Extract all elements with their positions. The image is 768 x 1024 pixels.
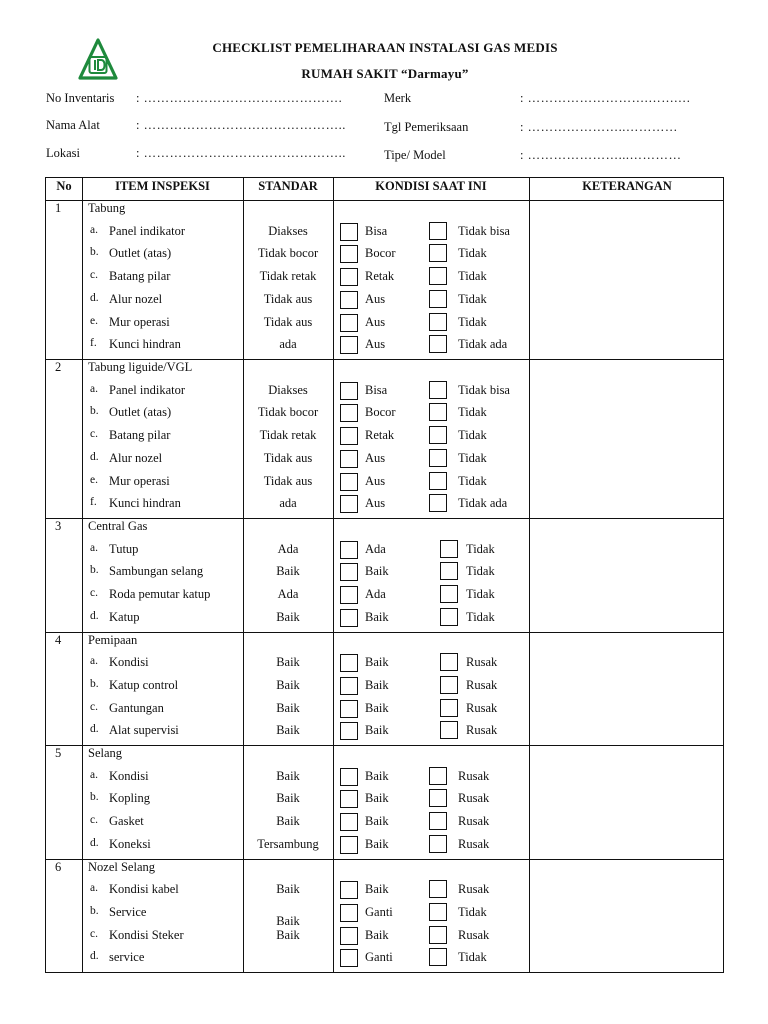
header-divider xyxy=(46,200,723,201)
standard-value: Baik xyxy=(276,914,300,929)
checkbox-option-1[interactable] xyxy=(340,427,358,445)
option-1-label: Baik xyxy=(365,564,389,579)
item-name: Alur nozel xyxy=(109,450,163,465)
option-1-label: Baik xyxy=(365,700,389,715)
item-letter: b. xyxy=(90,677,99,690)
checkbox-option-1[interactable] xyxy=(340,927,358,945)
hospital-logo xyxy=(78,38,118,82)
item-letter: a. xyxy=(90,768,98,781)
standard-value: Baik xyxy=(276,677,300,692)
item-letter: d. xyxy=(90,723,99,736)
checkbox-option-1[interactable] xyxy=(340,563,358,581)
checkbox-option-2[interactable] xyxy=(429,789,447,807)
item-name: Kunci hindran xyxy=(109,337,181,352)
item-letter: a. xyxy=(90,655,98,668)
option-2-label: Tidak xyxy=(458,314,487,329)
standard-value: Baik xyxy=(276,814,300,829)
option-2-label: Tidak xyxy=(458,246,487,261)
checkbox-option-2[interactable] xyxy=(429,222,447,240)
option-1-label: Baik xyxy=(365,882,389,897)
standard-value: Tidak retak xyxy=(259,428,317,443)
checkbox-option-2[interactable] xyxy=(440,699,458,717)
column-divider xyxy=(82,178,83,972)
checkbox-option-2[interactable] xyxy=(429,313,447,331)
column-header-3: KONDISI SAAT INI xyxy=(375,179,487,193)
column-header-0: No xyxy=(56,179,72,193)
item-letter: f. xyxy=(90,496,97,509)
option-2-label: Tidak xyxy=(466,609,495,624)
item-name: Gantungan xyxy=(109,700,164,715)
item-letter: f. xyxy=(90,337,97,350)
item-name: Kondisi xyxy=(109,655,149,670)
option-1-label: Baik xyxy=(365,768,389,783)
standard-value: Baik xyxy=(276,609,300,624)
item-letter: e. xyxy=(90,314,98,327)
option-1-label: Baik xyxy=(365,836,389,851)
standard-value: Baik xyxy=(276,768,300,783)
checkbox-option-1[interactable] xyxy=(340,677,358,695)
field-label-right-2: Tipe/ Model xyxy=(384,148,446,162)
standard-value: Baik xyxy=(276,655,300,670)
item-name: Panel indikator xyxy=(109,223,186,238)
section-title: Tabung xyxy=(88,201,126,215)
checkbox-option-2[interactable] xyxy=(429,880,447,898)
section-title: Central Gas xyxy=(88,519,148,533)
checkbox-option-1[interactable] xyxy=(340,473,358,491)
checkbox-option-2[interactable] xyxy=(429,335,447,353)
checkbox-option-2[interactable] xyxy=(429,948,447,966)
item-letter: a. xyxy=(90,882,98,895)
option-2-label: Rusak xyxy=(458,814,490,829)
checkbox-option-2[interactable] xyxy=(429,812,447,830)
option-2-label: Rusak xyxy=(458,882,490,897)
item-letter: e. xyxy=(90,473,98,486)
option-1-label: Bocor xyxy=(365,246,396,261)
option-2-label: Tidak xyxy=(466,587,495,602)
field-value-left-1[interactable]: : ……………………………………….. xyxy=(136,118,346,132)
section-number: 1 xyxy=(55,201,62,215)
item-name: Kondisi xyxy=(109,768,149,783)
section-divider xyxy=(46,632,723,633)
field-label-left-2: Lokasi xyxy=(46,146,81,160)
field-value-right-2[interactable]: : …………………...………… xyxy=(520,148,682,162)
checkbox-option-2[interactable] xyxy=(429,267,447,285)
option-2-label: Tidak xyxy=(458,269,487,284)
option-1-label: Retak xyxy=(365,269,395,284)
option-2-label: Tidak xyxy=(458,428,487,443)
item-letter: c. xyxy=(90,269,98,282)
option-1-label: Bisa xyxy=(365,382,388,397)
checkbox-option-1[interactable] xyxy=(340,541,358,559)
checkbox-option-2[interactable] xyxy=(429,767,447,785)
item-letter: d. xyxy=(90,291,99,304)
checkbox-option-2[interactable] xyxy=(429,244,447,262)
item-name: Kondisi kabel xyxy=(109,882,179,897)
field-label-right-0: Merk xyxy=(384,91,412,105)
standard-value: ada xyxy=(279,337,297,352)
standard-value: Tidak aus xyxy=(263,314,313,329)
option-2-label: Tidak bisa xyxy=(458,382,510,397)
checkbox-option-1[interactable] xyxy=(340,495,358,513)
standard-value: Tidak retak xyxy=(259,269,317,284)
item-name: Katup control xyxy=(109,677,179,692)
field-label-left-1: Nama Alat xyxy=(46,118,100,132)
option-1-label: Baik xyxy=(365,927,389,942)
field-value-right-0[interactable]: : ……………………….…….… xyxy=(520,91,691,105)
item-letter: c. xyxy=(90,814,98,827)
option-1-label: Aus xyxy=(365,314,386,329)
option-1-label: Baik xyxy=(365,609,389,624)
checkbox-option-1[interactable] xyxy=(340,904,358,922)
option-2-label: Rusak xyxy=(458,927,490,942)
option-2-label: Tidak xyxy=(458,405,487,420)
item-letter: b. xyxy=(90,791,99,804)
column-header-1: ITEM INSPEKSI xyxy=(115,179,210,193)
option-1-label: Ganti xyxy=(365,904,393,919)
option-1-label: Baik xyxy=(365,677,389,692)
option-2-label: Rusak xyxy=(458,768,490,783)
option-1-label: Aus xyxy=(365,450,386,465)
checkbox-option-1[interactable] xyxy=(340,813,358,831)
item-name: Koneksi xyxy=(109,836,151,851)
item-letter: c. xyxy=(90,700,98,713)
option-2-label: Tidak bisa xyxy=(458,223,510,238)
checkbox-option-1[interactable] xyxy=(340,314,358,332)
option-2-label: Rusak xyxy=(466,655,498,670)
checkbox-option-2[interactable] xyxy=(440,653,458,671)
standard-value: Tidak bocor xyxy=(257,405,319,420)
checkbox-option-1[interactable] xyxy=(340,382,358,400)
option-1-label: Ada xyxy=(365,587,386,602)
option-2-label: Tidak xyxy=(458,450,487,465)
checkbox-option-2[interactable] xyxy=(429,290,447,308)
option-2-label: Tidak xyxy=(458,473,487,488)
item-name: service xyxy=(109,950,145,965)
section-number: 2 xyxy=(55,360,62,374)
standard-value: Baik xyxy=(276,700,300,715)
checkbox-option-1[interactable] xyxy=(340,722,358,740)
standard-value: Baik xyxy=(276,927,300,942)
hospital-name: RUMAH SAKIT “Darmayu” xyxy=(301,66,469,81)
item-name: Tutup xyxy=(109,541,139,556)
item-name: Outlet (atas) xyxy=(109,246,172,261)
section-title: Nozel Selang xyxy=(88,859,155,874)
column-divider xyxy=(333,178,334,972)
item-name: Kunci hindran xyxy=(109,496,181,511)
item-name: Sambungan selang xyxy=(109,564,204,579)
standard-value: Tidak aus xyxy=(263,473,313,488)
item-name: Alat supervisi xyxy=(109,723,179,738)
item-letter: d. xyxy=(90,450,99,463)
item-letter: a. xyxy=(90,223,98,236)
option-1-label: Baik xyxy=(365,791,389,806)
item-letter: c. xyxy=(90,428,98,441)
option-1-label: Ada xyxy=(365,541,386,556)
standard-value: Baik xyxy=(276,564,300,579)
checkbox-option-2[interactable] xyxy=(440,676,458,694)
column-header-4: KETERANGAN xyxy=(582,179,672,193)
checkbox-option-2[interactable] xyxy=(440,562,458,580)
checkbox-option-1[interactable] xyxy=(340,654,358,672)
item-letter: d. xyxy=(90,609,99,622)
checkbox-option-1[interactable] xyxy=(340,790,358,808)
checkbox-option-2[interactable] xyxy=(429,426,447,444)
option-1-label: Aus xyxy=(365,337,386,352)
checkbox-option-1[interactable] xyxy=(340,404,358,422)
section-number: 4 xyxy=(55,632,62,647)
checkbox-option-2[interactable] xyxy=(429,494,447,512)
item-name: Panel indikator xyxy=(109,382,186,397)
item-name: Kopling xyxy=(109,791,150,806)
item-letter: c. xyxy=(90,587,98,600)
option-2-label: Rusak xyxy=(466,700,498,715)
column-header-2: STANDAR xyxy=(258,179,318,193)
checkbox-option-2[interactable] xyxy=(440,721,458,739)
section-number: 3 xyxy=(55,519,62,533)
checkbox-option-1[interactable] xyxy=(340,291,358,309)
item-letter: b. xyxy=(90,405,99,418)
option-2-label: Rusak xyxy=(458,836,490,851)
checkbox-option-1[interactable] xyxy=(340,609,358,627)
option-1-label: Aus xyxy=(365,291,386,306)
standard-value: ada xyxy=(279,496,297,511)
item-name: Gasket xyxy=(109,814,144,829)
column-divider xyxy=(529,178,530,972)
option-1-label: Baik xyxy=(365,723,389,738)
item-letter: a. xyxy=(90,382,98,395)
checkbox-option-2[interactable] xyxy=(429,381,447,399)
standard-value: Baik xyxy=(276,723,300,738)
checkbox-option-2[interactable] xyxy=(440,585,458,603)
standard-value: Baik xyxy=(276,882,300,897)
option-1-label: Baik xyxy=(365,814,389,829)
item-letter: a. xyxy=(90,541,98,554)
checkbox-option-2[interactable] xyxy=(429,472,447,490)
item-name: Outlet (atas) xyxy=(109,405,172,420)
option-1-label: Aus xyxy=(365,496,386,511)
option-2-label: Tidak ada xyxy=(458,496,508,511)
option-1-label: Bisa xyxy=(365,223,388,238)
item-letter: d. xyxy=(90,836,99,849)
field-value-left-0[interactable]: : ………………………………………. xyxy=(136,91,343,105)
checkbox-option-2[interactable] xyxy=(429,835,447,853)
checkbox-option-1[interactable] xyxy=(340,836,358,854)
item-letter: b. xyxy=(90,246,99,259)
item-name: Batang pilar xyxy=(109,428,171,443)
option-1-label: Ganti xyxy=(365,950,393,965)
item-name: Roda pemutar katup xyxy=(109,587,211,602)
checkbox-option-1[interactable] xyxy=(340,768,358,786)
document-title: CHECKLIST PEMELIHARAAN INSTALASI GAS MEDIS xyxy=(212,40,558,55)
field-label-left-0: No Inventaris xyxy=(46,91,115,105)
field-label-right-1: Tgl Pemeriksaan xyxy=(384,120,469,134)
item-letter: b. xyxy=(90,564,99,577)
section-divider xyxy=(46,745,723,746)
item-name: Service xyxy=(109,904,147,919)
item-name: Mur operasi xyxy=(109,473,170,488)
checkbox-option-1[interactable] xyxy=(340,268,358,286)
section-divider xyxy=(46,518,723,519)
standard-value: Tersambung xyxy=(257,836,319,851)
option-2-label: Rusak xyxy=(466,677,498,692)
option-2-label: Rusak xyxy=(466,723,498,738)
section-number: 6 xyxy=(55,859,62,874)
checkbox-option-1[interactable] xyxy=(340,450,358,468)
field-value-left-2[interactable]: : ……………………………………….. xyxy=(136,146,346,160)
checkbox-option-2[interactable] xyxy=(429,449,447,467)
item-letter: c. xyxy=(90,927,98,940)
section-title: Selang xyxy=(88,746,123,760)
section-number: 5 xyxy=(55,746,62,760)
checkbox-option-2[interactable] xyxy=(429,903,447,921)
item-name: Batang pilar xyxy=(109,269,171,284)
option-2-label: Tidak xyxy=(466,541,495,556)
standard-value: Diakses xyxy=(268,382,308,397)
item-name: Alur nozel xyxy=(109,291,163,306)
item-name: Kondisi Steker xyxy=(109,927,184,942)
option-2-label: Rusak xyxy=(458,791,490,806)
checkbox-option-1[interactable] xyxy=(340,586,358,604)
item-letter: b. xyxy=(90,904,99,917)
standard-value: Tidak aus xyxy=(263,291,313,306)
checkbox-option-2[interactable] xyxy=(440,540,458,558)
option-1-label: Bocor xyxy=(365,405,396,420)
checkbox-option-2[interactable] xyxy=(429,926,447,944)
standard-value: Ada xyxy=(277,587,299,602)
checkbox-option-1[interactable] xyxy=(340,336,358,354)
option-1-label: Baik xyxy=(365,655,389,670)
option-1-label: Aus xyxy=(365,473,386,488)
item-letter: d. xyxy=(90,950,99,963)
option-2-label: Tidak xyxy=(458,904,487,919)
checkbox-option-1[interactable] xyxy=(340,949,358,967)
inspection-table xyxy=(45,177,724,973)
field-value-right-1[interactable]: : …………………..………… xyxy=(520,120,678,134)
option-1-label: Retak xyxy=(365,428,395,443)
standard-value: Ada xyxy=(277,541,299,556)
checkbox-option-1[interactable] xyxy=(340,245,358,263)
section-title: Pemipaan xyxy=(88,632,138,647)
standard-value: Baik xyxy=(276,791,300,806)
checkbox-option-1[interactable] xyxy=(340,700,358,718)
checkbox-option-2[interactable] xyxy=(440,608,458,626)
option-2-label: Tidak xyxy=(458,950,487,965)
checkbox-option-1[interactable] xyxy=(340,223,358,241)
option-2-label: Tidak ada xyxy=(458,337,508,352)
section-title: Tabung liguide/VGL xyxy=(88,360,193,374)
standard-value: Diakses xyxy=(268,223,308,238)
checkbox-option-2[interactable] xyxy=(429,403,447,421)
option-2-label: Tidak xyxy=(466,564,495,579)
item-name: Mur operasi xyxy=(109,314,170,329)
checkbox-option-1[interactable] xyxy=(340,881,358,899)
option-2-label: Tidak xyxy=(458,291,487,306)
standard-value: Tidak aus xyxy=(263,450,313,465)
item-name: Katup xyxy=(109,609,140,624)
standard-value: Tidak bocor xyxy=(257,246,319,261)
